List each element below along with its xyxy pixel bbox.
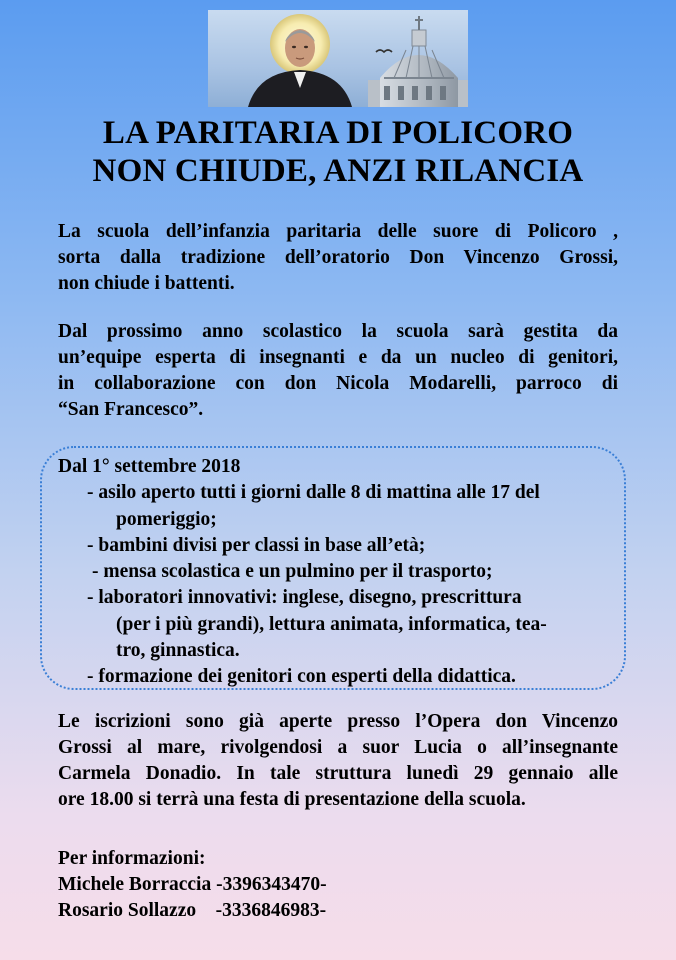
page-title [0, 114, 676, 190]
feature-item: - formazione dei genitori con esperti della didattica. [87, 666, 516, 688]
enrollment-line: Grossi al mare, rivolgendosi a suor Lucia o all’insegnante [58, 737, 618, 758]
feature-item-continuation: (per i più grandi), lettura animata, informatica, tea- [116, 613, 547, 635]
feature-item-continuation: tro, ginnastica. [116, 640, 240, 662]
feature-item: - mensa scolastica e un pulmino per il trasporto; [92, 561, 493, 583]
management-paragraph [58, 319, 618, 423]
contact-name: Rosario Sollazzo [58, 900, 197, 921]
saint-and-dome-illustration [208, 10, 468, 107]
feature-item-continuation: pomeriggio; [116, 508, 217, 530]
contact-phone: -3336846983- [215, 900, 327, 921]
enrollment-paragraph [58, 709, 618, 813]
header-photo [208, 10, 468, 107]
intro-line: sorta dalla tradizione dell’oratorio Don Vincenzo Grossi, [58, 247, 618, 268]
contact-heading: Per informazioni: [58, 848, 206, 869]
management-line: un’equipe esperta di insegnanti e da un nucleo di genitori, [58, 347, 618, 368]
contact-phone: -3396343470- [216, 874, 327, 895]
intro-line: non chiude i battenti. [58, 273, 235, 294]
feature-item: - asilo aperto tutti i giorni dalle 8 di mattina alle 17 del [87, 482, 540, 504]
intro-paragraph [58, 219, 618, 297]
enrollment-line: Le iscrizioni sono già aperte presso l’Opera don Vincenzo [58, 711, 618, 732]
enrollment-line: Carmela Donadio. In tale struttura lunedì 29 gennaio alle [58, 763, 618, 784]
management-line: in collaborazione con don Nicola Modarelli, parroco di [58, 373, 618, 394]
features-heading: Dal 1° settembre 2018 [58, 456, 241, 477]
contact-row [58, 898, 618, 924]
contact-name: Michele Borraccia [58, 874, 212, 895]
feature-item: - laboratori innovativi: inglese, disegno, prescrittura [87, 587, 522, 609]
contact-info [58, 846, 618, 924]
features-list [58, 454, 618, 691]
management-line: Dal prossimo anno scolastico la scuola sarà gestita da [58, 321, 618, 342]
title-line-1: LA PARITARIA DI POLICORO [102, 115, 574, 151]
contact-row [58, 872, 618, 898]
title-line-2: NON CHIUDE, ANZI RILANCIA [92, 153, 584, 189]
enrollment-line: ore 18.00 si terrà una festa di presentazione della scuola. [58, 789, 526, 810]
feature-item: - bambini divisi per classi in base all’età; [87, 534, 426, 556]
management-line: “San Francesco”. [58, 399, 204, 420]
intro-line: La scuola dell’infanzia paritaria delle suore di Policoro , [58, 221, 618, 242]
